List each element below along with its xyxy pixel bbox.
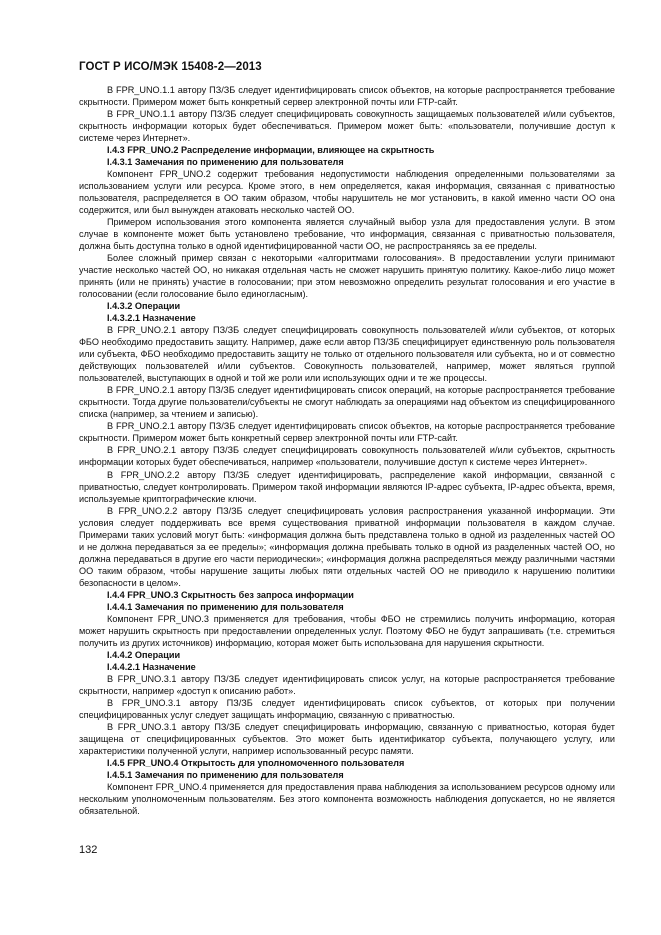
paragraph: В FPR_UNO.1.1 автору ПЗ/ЗБ следует специфицировать совокупность защищаемых пользователей и/или субъектов, скрытность информации которых будет обеспечиваться. Примером может быть: «пользователи, получившие доступ к системе через Интернет».: [79, 109, 615, 144]
paragraph: Компонент FPR_UNO.2 содержит требования недопустимости наблюдения определенными пользователями за использованием услуги или ресурса. Кроме этого, в нем определяется, какая информация, связанная с приватностью пользователя, распределяется в ОО таким образом, чтобы нарушитель не мог установить, в какой именно части ОО она содержится, или был вынужден атаковать несколько частей ОО.: [79, 169, 615, 216]
section-heading: I.4.3.2 Операции: [107, 301, 181, 312]
section-heading: I.4.4 FPR_UNO.3 Скрытность без запроса информации: [107, 589, 354, 600]
section-heading: I.4.5 FPR_UNO.4 Открытость для уполномоченного пользователя: [107, 757, 405, 768]
standard-header: ГОСТ Р ИСО/МЭК 15408-2—2013: [79, 61, 262, 73]
paragraph: В FPR_UNO.3.1 автору ПЗ/ЗБ следует специфицировать информацию, связанную с приватностью, которая будет защищена от специфицированных субъектов. Это может быть идентификатор субъекта, получающего услугу, или характеристики полученной услуги, например использованный ресурс памяти.: [79, 721, 615, 756]
paragraph: В FPR_UNO.3.1 автору ПЗ/ЗБ следует идентифицировать список субъектов, от которых при получении специфицированных услуг следует защищать информацию, связанную с приватностью.: [79, 697, 615, 720]
paragraph: В FPR_UNO.2.2 автору ПЗ/ЗБ следует специфицировать условия распространения указанной информации. Эти условия следует поддерживать все время существования приватной информации пользователя в каждом случае. Примерами таких условий могут быть: «информация должна быть представлена только в одной из разделенных частей ОО и не должна передаваться за ее пределы»; «информация должна пребывать только в одной из разделенных частей ОО, но должна передаваться в другие его части периодически»; «информация должна распределяться между различными частями ОО таким образом, чтобы нарушение защиты любых пяти отдельных частей ОО не приводило к нарушению политики безопасности в целом».: [79, 505, 615, 588]
paragraph: В FPR_UNO.2.1 автору ПЗ/ЗБ следует идентифицировать список операций, на которые распространяется требование скрытности. Тогда другие пользователи/субъекты не смогут наблюдать за операциями над объектом из специфицированного списка (например, за чтением и записью).: [79, 385, 615, 420]
paragraph: В FPR_UNO.2.1 автору ПЗ/ЗБ следует специфицировать совокупность пользователей и/или субъектов, скрытность информации которых будет обеспечиваться, например «пользователи, получившие доступ к системе через Интернет».: [79, 445, 615, 468]
section-heading: I.4.3.2.1 Назначение: [107, 313, 196, 324]
page-number: 132: [79, 844, 98, 856]
section-heading: I.4.3 FPR_UNO.2 Распределение информации, влияющее на скрытность: [107, 145, 435, 156]
section-heading: I.4.4.2 Операции: [107, 649, 181, 660]
paragraph: Более сложный пример связан с некоторыми «алгоритмами голосования». В предоставлении услуги принимают участие несколько частей ОО, но никакая отдельная часть не сможет нарушить принятую политику. Какое-либо лицо может принять (или не принять) участие в голосовании; при этом невозможно определить результат голосования и его участие в голосовании (если голосование было единогласным).: [79, 253, 615, 300]
section-heading: I.4.5.1 Замечания по применению для пользователя: [107, 769, 344, 780]
section-heading: I.4.4.2.1 Назначение: [107, 661, 196, 672]
paragraph: В FPR_UNO.1.1 автору ПЗ/ЗБ следует идентифицировать список объектов, на которые распространяется требование скрытности. Примером может быть конкретный сервер электронной почты или FTP-сайт.: [79, 85, 615, 108]
document-body: [79, 84, 615, 817]
paragraph: Компонент FPR_UNO.4 применяется для предоставления права наблюдения за использованием ресурсов одному или нескольким уполномоченным пользователям. Без этого компонента возможность наблюдения допускается, но не является обязательной.: [79, 781, 615, 816]
paragraph: В FPR_UNO.2.2 автору ПЗ/ЗБ следует идентифицировать, распределение какой информации, связанной с приватностью, следует контролировать. Примером такой информации являются IP-адрес субъекта, IP-адрес объекта, время, используемые криптографические ключи.: [79, 469, 615, 504]
paragraph: В FPR_UNO.3.1 автору ПЗ/ЗБ следует идентифицировать список услуг, на которые распространяется требование скрытности, например «доступ к описанию работ».: [79, 673, 615, 696]
paragraph: Компонент FPR_UNO.3 применяется для требования, чтобы ФБО не стремились получить информацию, которая может нарушить скрытность при предоставлении определенных услуг. Поэтому ФБО не будут запрашивать (т.е. стремиться получить из других источников) информацию, которая может быть использована для нарушения скрытности.: [79, 613, 615, 648]
section-heading: I.4.3.1 Замечания по применению для пользователя: [107, 157, 344, 168]
paragraph: В FPR_UNO.2.1 автору ПЗ/ЗБ следует специфицировать совокупность пользователей и/или субъектов, от которых ФБО необходимо предоставить защиту. Например, даже если автор ПЗ/ЗБ специфицирует единственную роль пользователя или субъекта, ФБО необходимо предоставить защиту не только от отдельного пользователя или субъекта, но и от совместно действующих пользователей и/или субъектов. Совокупность пользователей, например, может являться группой пользователей, выступающих в одной и той же роли или использующих одни и те же процессы.: [79, 325, 615, 384]
paragraph: В FPR_UNO.2.1 автору ПЗ/ЗБ следует идентифицировать список объектов, на которые распространяется требование скрытности. Примером может быть конкретный сервер электронной почты или FTP-сайт.: [79, 421, 615, 444]
paragraph: Примером использования этого компонента является случайный выбор узла для предоставления услуги. В этом случае в компоненте может быть установлено требование, что информация, связанная с приватностью пользователя, должна быть доступна только в одной идентифицированной части ОО, не распространяясь за ее пределы.: [79, 217, 615, 252]
section-heading: I.4.4.1 Замечания по применению для пользователя: [107, 601, 344, 612]
